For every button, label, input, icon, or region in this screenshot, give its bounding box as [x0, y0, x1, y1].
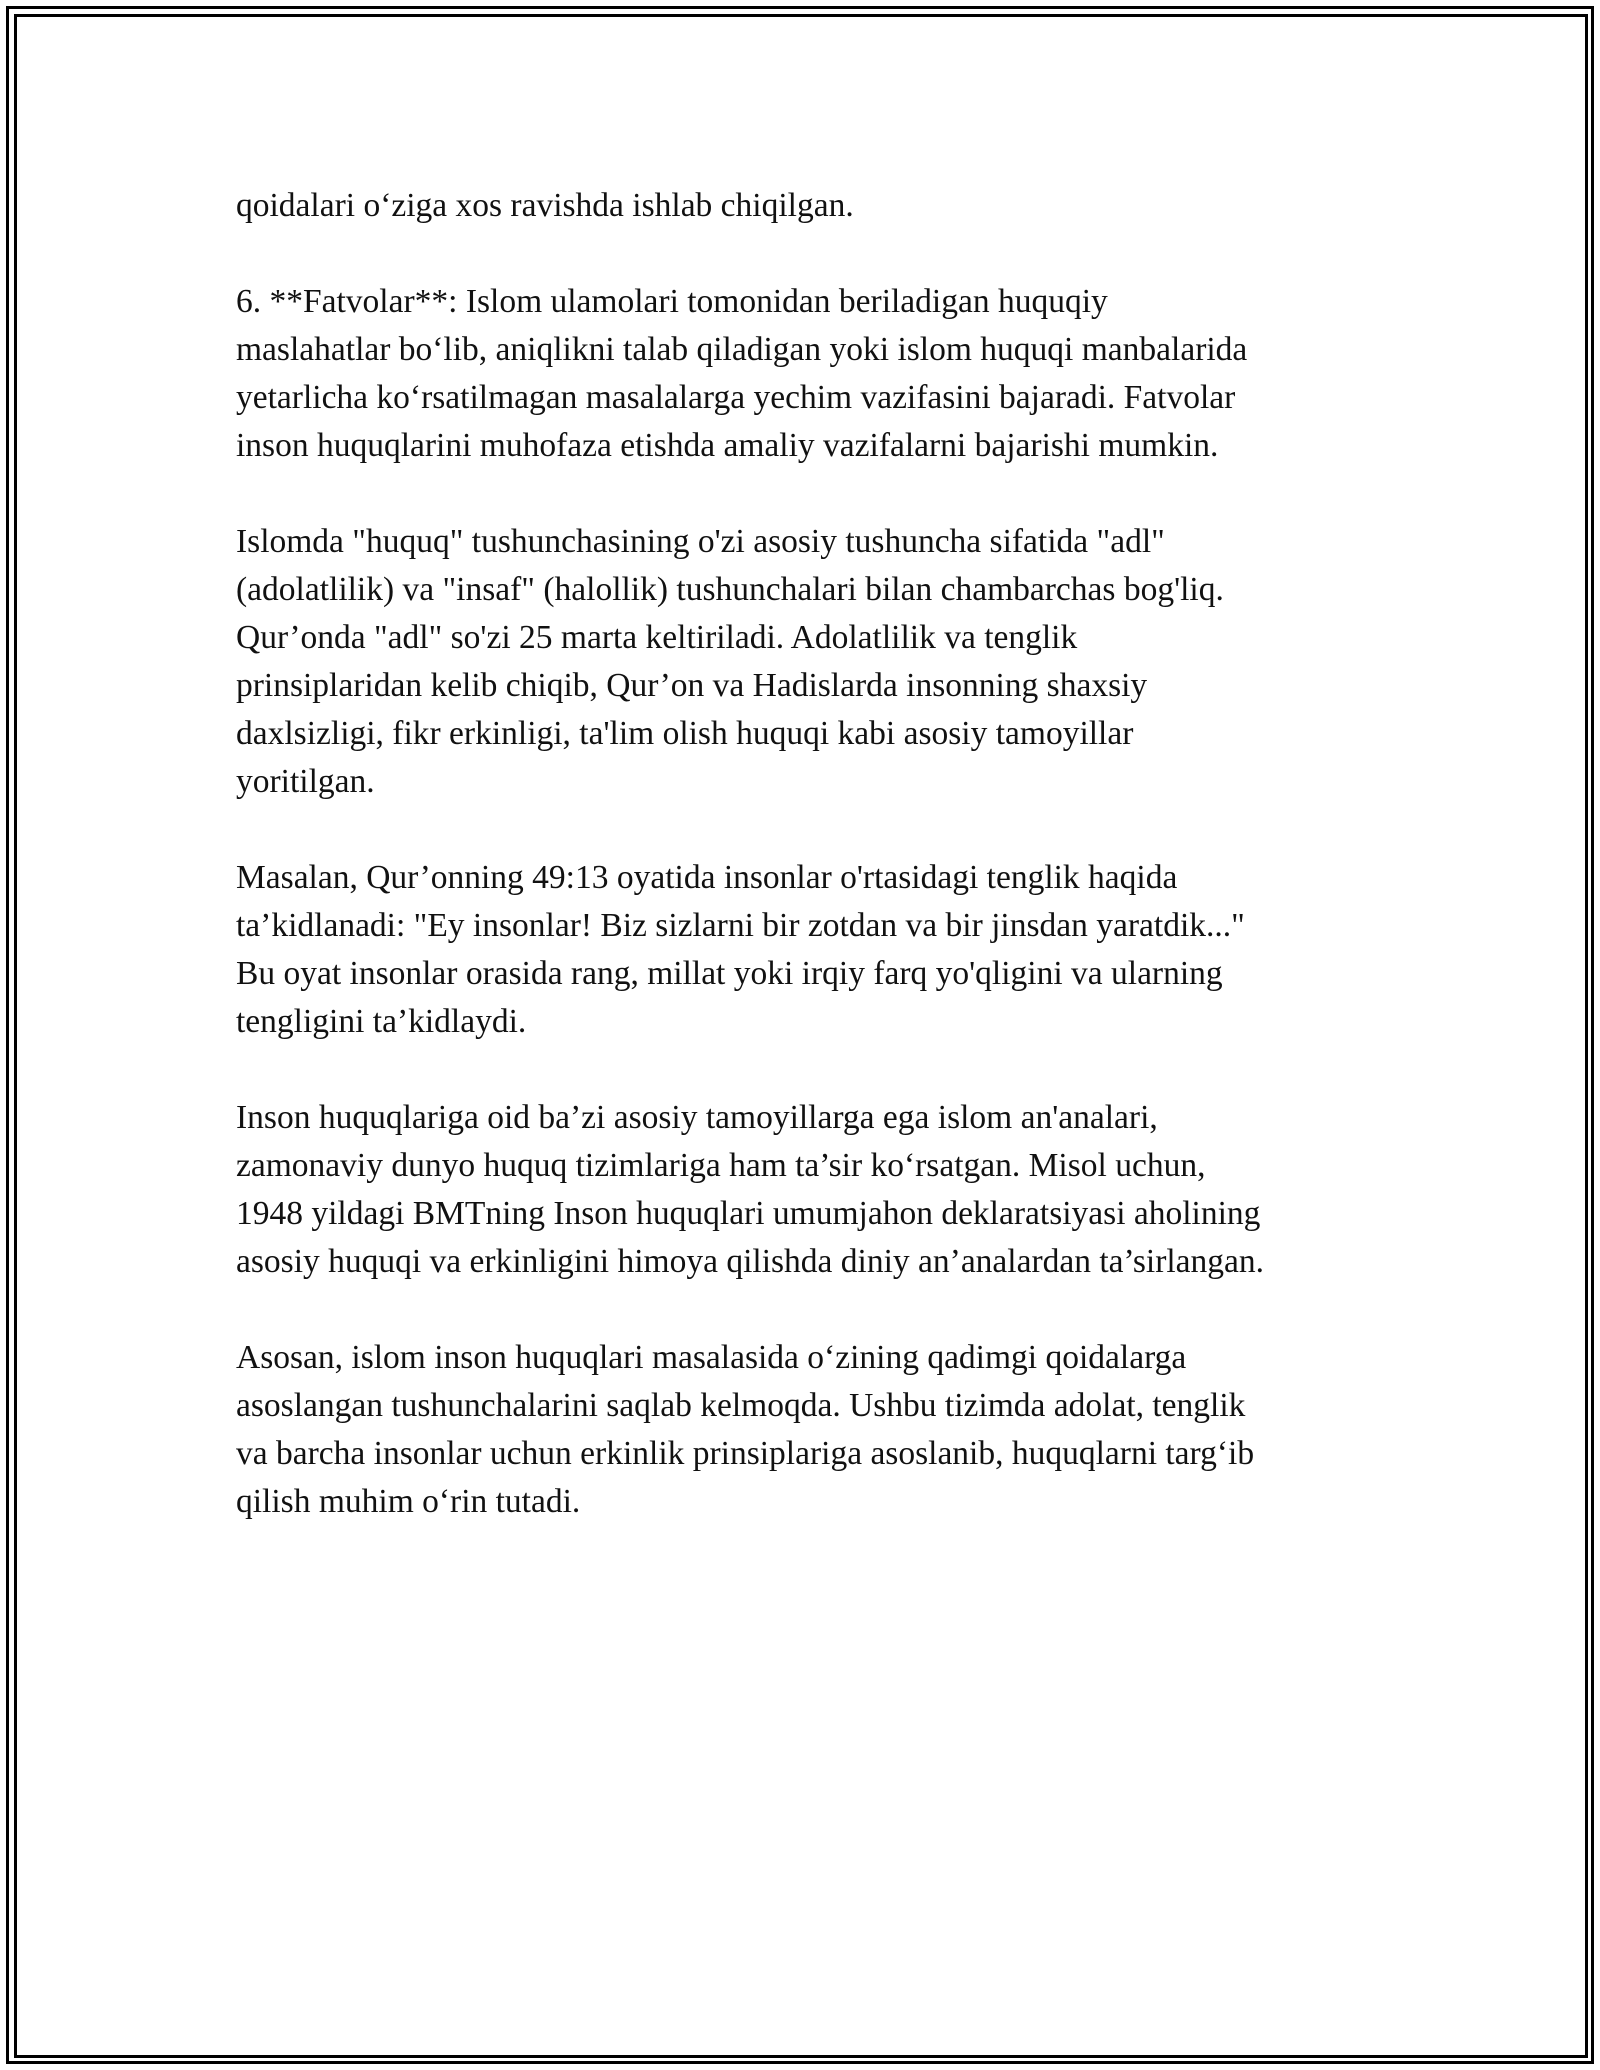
text-line: tengligini ta’kidlaydi.: [236, 1003, 527, 1040]
text-line: daxlsizligi, fikr erkinligi, ta'lim olish huquqi kabi asosiy tamoyillar: [236, 715, 1134, 752]
text-line: yetarlicha ko‘rsatilmagan masalalarga yechim vazifasini bajaradi. Fatvolar: [236, 379, 1236, 416]
text-line: Asosan, islom inson huquqlari masalasida o‘zining qadimgi qoidalarga: [236, 1339, 1187, 1376]
text-line: qoidalari o‘ziga xos ravishda ishlab chiqilgan.: [236, 187, 854, 224]
text-line: inson huquqlarini muhofaza etishda amaliy vazifalarni bajarishi mumkin.: [236, 427, 1219, 464]
text-line: yoritilgan.: [236, 763, 375, 800]
text-line: qilish muhim o‘rin tutadi.: [236, 1483, 581, 1520]
text-line: 1948 yildagi BMTning Inson huquqlari umumjahon deklaratsiyasi aholining: [236, 1195, 1261, 1232]
text-line: maslahatlar bo‘lib, aniqlikni talab qiladigan yoki islom huquqi manbalarida: [236, 331, 1248, 368]
text-line: Islomda "huquq" tushunchasining o'zi asosiy tushuncha sifatida "adl": [236, 523, 1165, 560]
paragraph-continuation: [236, 182, 1376, 230]
text-line: 6. **Fatvolar**: Islom ulamolari tomonidan beriladigan huquqiy: [236, 283, 1108, 320]
paragraph-influence: [236, 1094, 1376, 1286]
paragraph-huquq-concept: [236, 518, 1376, 806]
text-line: asosiy huquqi va erkinligini himoya qilishda diniy an’analardan ta’sirlangan.: [236, 1243, 1265, 1280]
text-line: ta’kidlanadi: "Ey insonlar! Biz sizlarni bir zotdan va bir jinsdan yaratdik...": [236, 907, 1245, 944]
text-line: Masalan, Qur’onning 49:13 oyatida insonlar o'rtasidagi tenglik haqida: [236, 859, 1178, 896]
text-line: prinsiplaridan kelib chiqib, Qur’on va Hadislarda insonning shaxsiy: [236, 667, 1148, 704]
text-line: Bu oyat insonlar orasida rang, millat yoki irqiy farq yo'qligini va ularning: [236, 955, 1223, 992]
text-line: zamonaviy dunyo huquq tizimlariga ham ta’sir ko‘rsatgan. Misol uchun,: [236, 1147, 1206, 1184]
text-line: (adolatlilik) va "insaf" (halollik) tushunchalari bilan chambarchas bog'liq.: [236, 571, 1224, 608]
document-body: [236, 182, 1376, 1574]
text-line: Qur’onda "adl" so'zi 25 marta keltiriladi. Adolatlilik va tenglik: [236, 619, 1078, 656]
paragraph-fatvolar: [236, 278, 1376, 470]
paragraph-quran-example: [236, 854, 1376, 1046]
text-line: asoslangan tushunchalarini saqlab kelmoqda. Ushbu tizimda adolat, tenglik: [236, 1387, 1246, 1424]
text-line: Inson huquqlariga oid ba’zi asosiy tamoyillarga ega islom an'analari,: [236, 1099, 1158, 1136]
text-line: va barcha insonlar uchun erkinlik prinsiplariga asoslanib, huquqlarni targ‘ib: [236, 1435, 1255, 1472]
paragraph-conclusion: [236, 1334, 1376, 1526]
